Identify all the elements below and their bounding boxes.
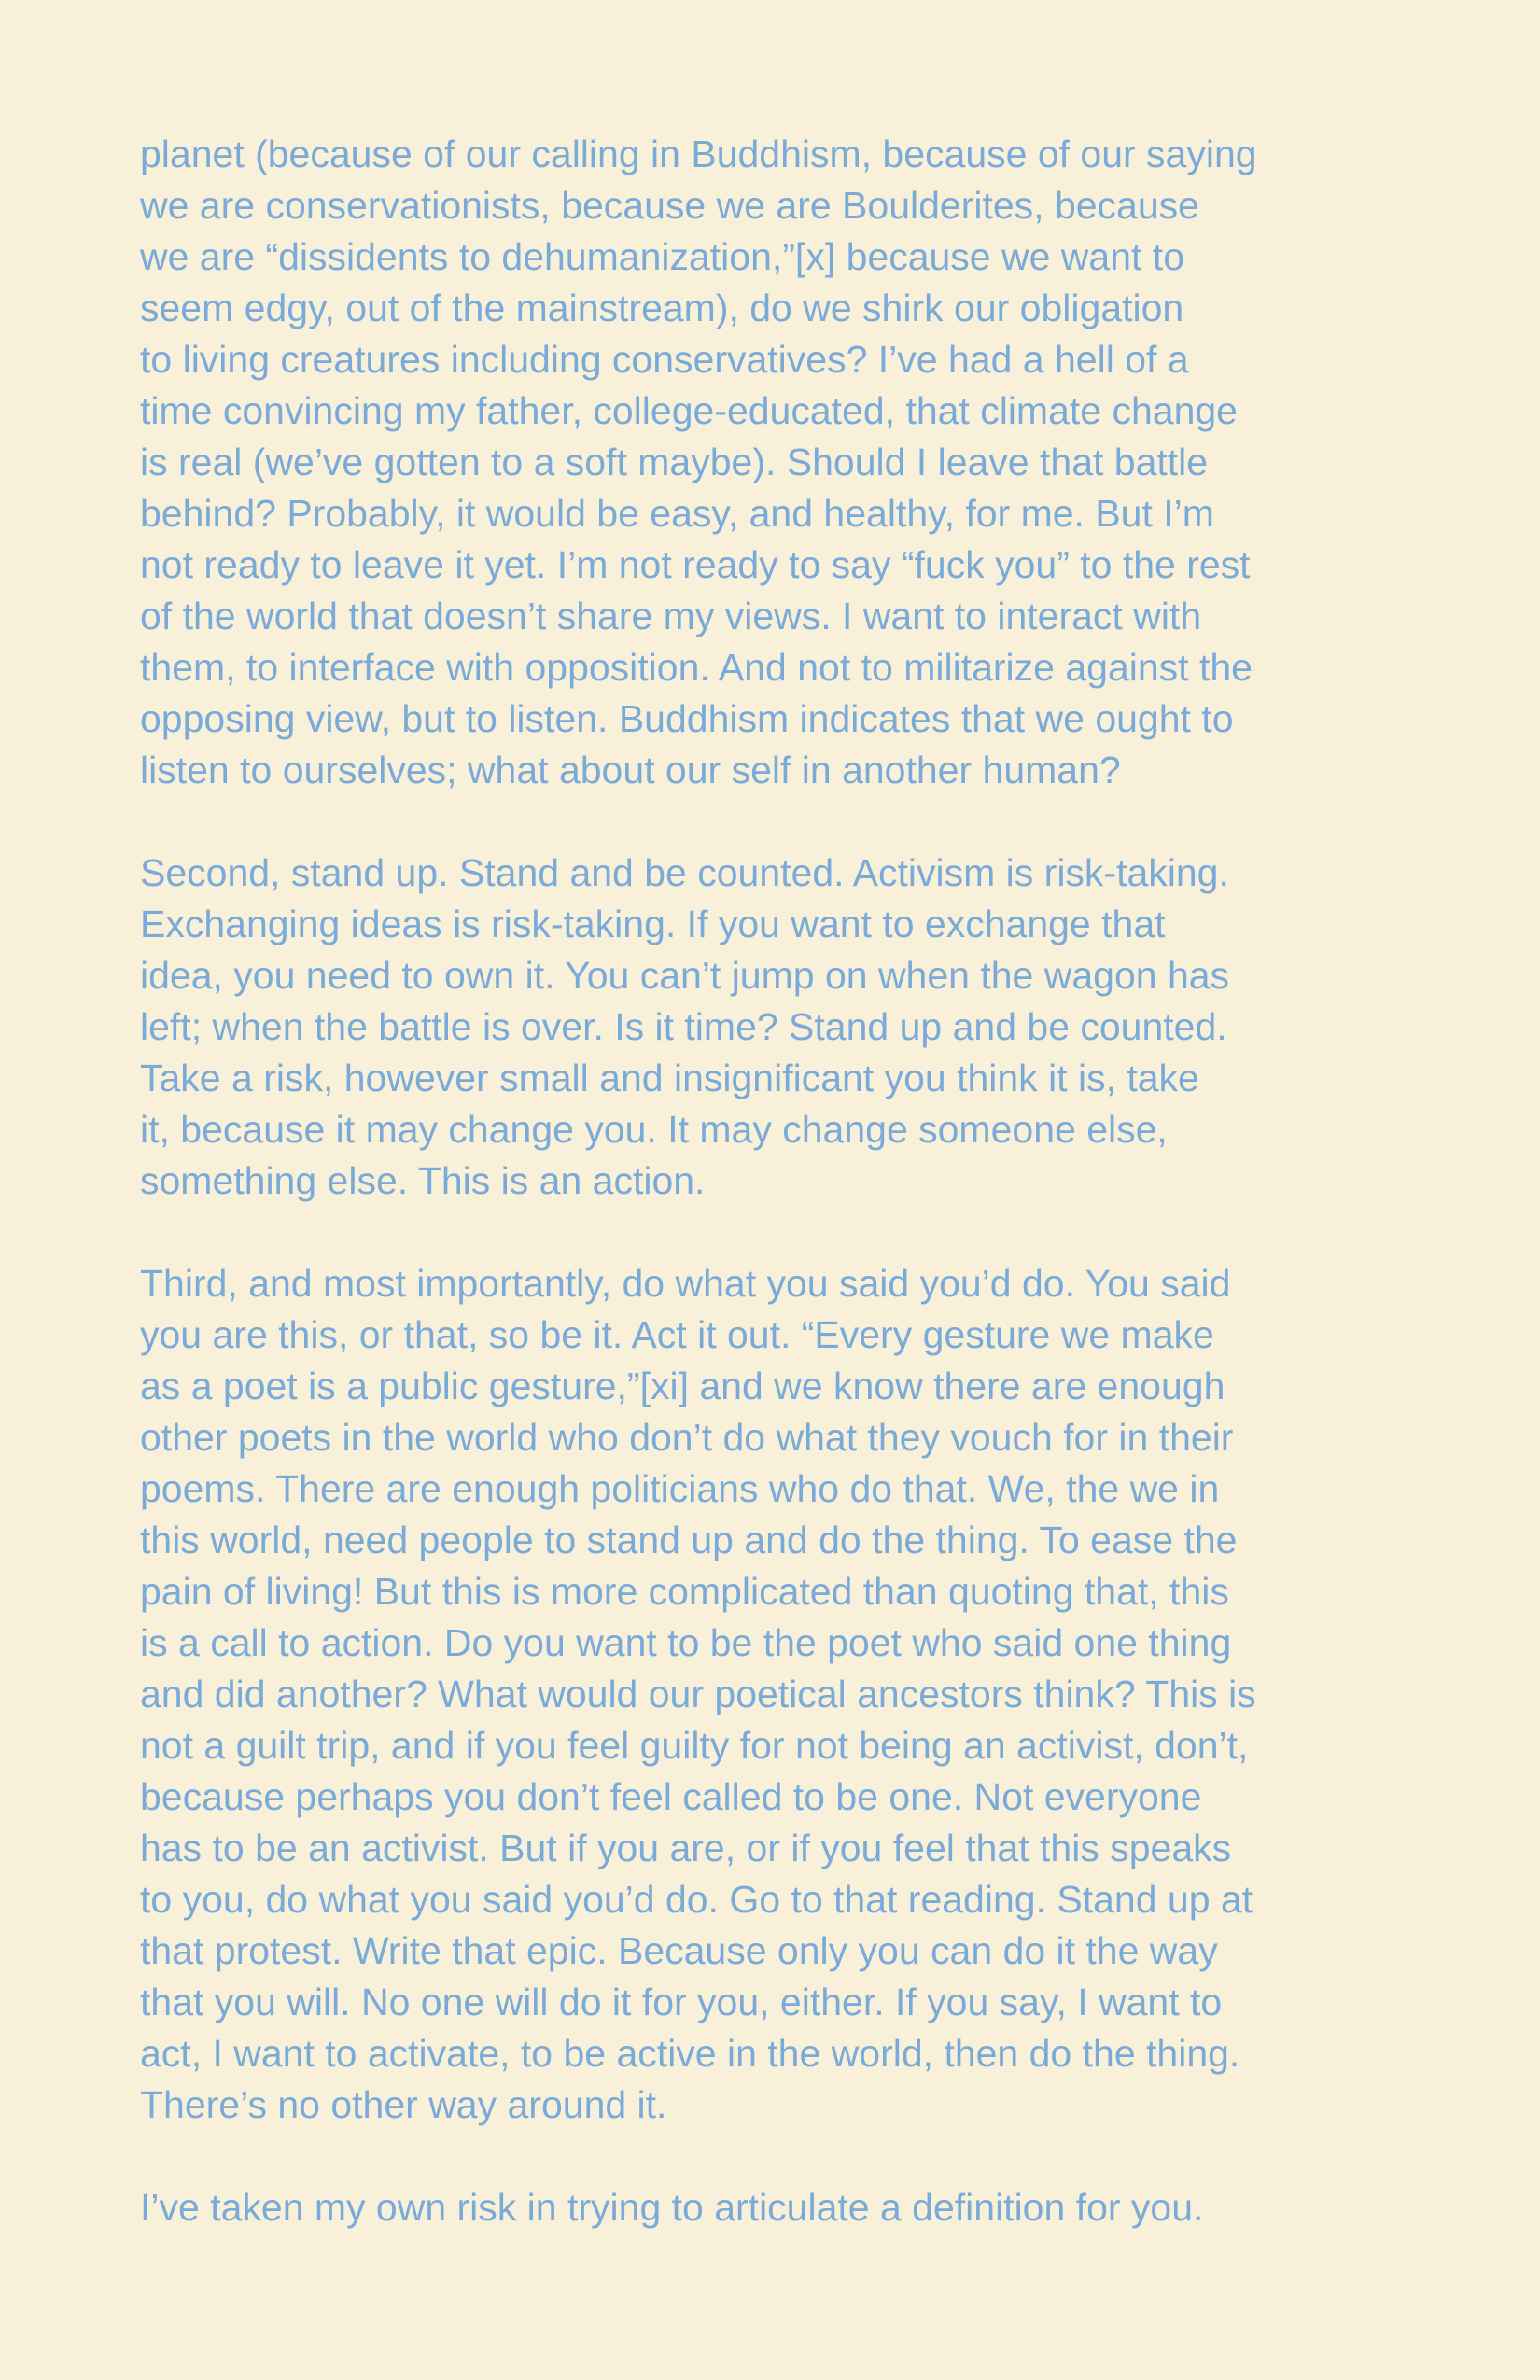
paragraph-1 bbox=[140, 129, 1409, 796]
text-line: of the world that doesn’t share my views. I want to interact with bbox=[140, 595, 1202, 637]
text-line: it, because it may change you. It may change someone else, bbox=[140, 1108, 1168, 1151]
text-line: opposing view, but to listen. Buddhism indicates that we ought to bbox=[140, 697, 1234, 740]
text-line: planet (because of our calling in Buddhism, because of our saying bbox=[140, 133, 1257, 175]
text-line: Third, and most importantly, do what you said you’d do. You said bbox=[140, 1262, 1231, 1305]
text-line: act, I want to activate, to be active in the world, then do the thing. bbox=[140, 2032, 1240, 2075]
text-line: has to be an activist. But if you are, or if you feel that this speaks bbox=[140, 1827, 1232, 1869]
text-line: seem edgy, out of the mainstream), do we shirk our obligation bbox=[140, 287, 1184, 329]
text-line: other poets in the world who don’t do what they vouch for in their bbox=[140, 1416, 1234, 1459]
text-line: poems. There are enough politicians who do that. We, the we in bbox=[140, 1467, 1220, 1510]
text-line: Second, stand up. Stand and be counted. Activism is risk-taking. bbox=[140, 851, 1229, 894]
text-line: not a guilt trip, and if you feel guilty for not being an activist, don’t, bbox=[140, 1724, 1249, 1767]
document-page bbox=[140, 129, 1409, 2285]
text-line: behind? Probably, it would be easy, and healthy, for me. But I’m bbox=[140, 492, 1214, 535]
text-line: and did another? What would our poetical ancestors think? This is bbox=[140, 1673, 1256, 1715]
text-line: I’ve taken my own risk in trying to articulate a definition for you. bbox=[140, 2186, 1204, 2229]
paragraph-3 bbox=[140, 1258, 1409, 2131]
text-line: There’s no other way around it. bbox=[140, 2083, 667, 2126]
text-line: is a call to action. Do you want to be the poet who said one thing bbox=[140, 1621, 1232, 1664]
text-line: time convincing my father, college-educated, that climate change bbox=[140, 389, 1238, 432]
text-line: idea, you need to own it. You can’t jump on when the wagon has bbox=[140, 954, 1230, 997]
text-line: we are “dissidents to dehumanization,”[x] because we want to bbox=[140, 235, 1184, 278]
text-line: this world, need people to stand up and do the thing. To ease the bbox=[140, 1519, 1238, 1561]
text-line: something else. This is an action. bbox=[140, 1159, 706, 1202]
text-line: Exchanging ideas is risk-taking. If you want to exchange that bbox=[140, 903, 1166, 945]
text-line: not ready to leave it yet. I’m not ready to say “fuck you” to the rest bbox=[140, 543, 1251, 586]
paragraph-2 bbox=[140, 847, 1409, 1207]
text-line: to living creatures including conservatives? I’ve had a hell of a bbox=[140, 338, 1189, 381]
text-line: you are this, or that, so be it. Act it out. “Every gesture we make bbox=[140, 1313, 1214, 1356]
text-line: that protest. Write that epic. Because only you can do it the way bbox=[140, 1929, 1218, 1972]
text-line: them, to interface with opposition. And not to militarize against the bbox=[140, 646, 1253, 689]
text-line: as a poet is a public gesture,”[xi] and we know there are enough bbox=[140, 1365, 1225, 1407]
text-line: listen to ourselves; what about our self in another human? bbox=[140, 749, 1121, 791]
text-line: is real (we’ve gotten to a soft maybe). Should I leave that battle bbox=[140, 441, 1209, 483]
text-line: because perhaps you don’t feel called to be one. Not everyone bbox=[140, 1775, 1202, 1818]
text-line: that you will. No one will do it for you, either. If you say, I want to bbox=[140, 1981, 1223, 2023]
text-line: left; when the battle is over. Is it time? Stand up and be counted. bbox=[140, 1005, 1227, 1048]
text-line: pain of living! But this is more complicated than quoting that, this bbox=[140, 1570, 1229, 1613]
text-line: Take a risk, however small and insignificant you think it is, take bbox=[140, 1057, 1199, 1099]
text-line: we are conservationists, because we are Boulderites, because bbox=[140, 184, 1199, 227]
paragraph-4 bbox=[140, 2182, 1409, 2233]
text-line: to you, do what you said you’d do. Go to that reading. Stand up at bbox=[140, 1878, 1253, 1921]
